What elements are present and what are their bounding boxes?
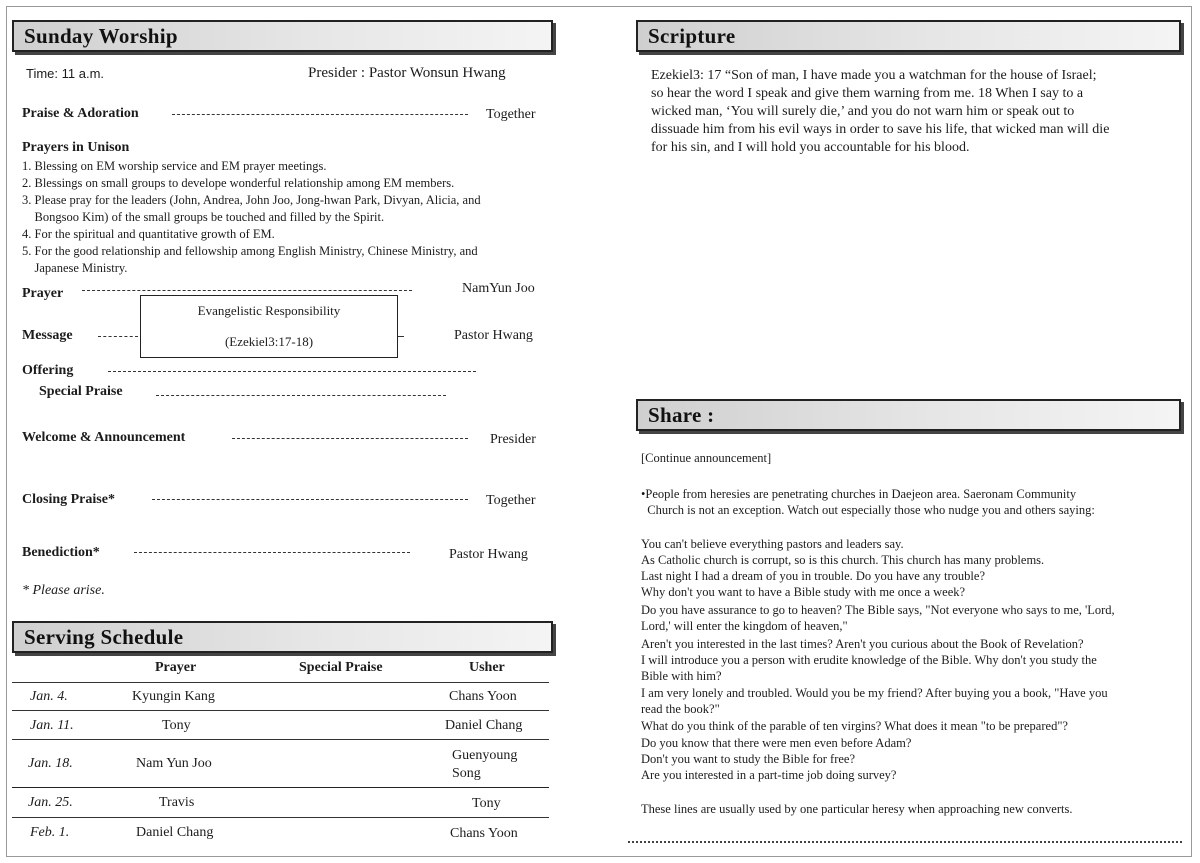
closing-note: These lines are usually used by one particular heresy when approaching new converts. [641,802,1073,816]
welcome-label: Welcome & Announcement [22,430,186,445]
row-prayer: Daniel Chang [136,825,214,840]
share-header [636,399,1181,431]
row-date: Feb. 1. [30,825,70,840]
prayers-title: Prayers in Unison [22,140,130,155]
prayer-item: 3. Please pray for the leaders (John, Andrea, John Joo, Jong-hwan Park, Divyan, Alicia, and [22,193,481,207]
benediction-who: Pastor Hwang [449,547,528,562]
quote-line: Are you interested in a part-time job doing survey? [641,768,897,782]
presider: Presider : Pastor Wonsun Hwang [308,65,506,81]
service-time: Time: 11 a.m. [26,66,105,81]
prayer-label: Prayer [22,286,64,301]
row-date: Jan. 4. [30,689,68,704]
quote-line: Lord,' will enter the kingdom of heaven," [641,619,848,633]
closing-label: Closing Praise* [22,492,115,507]
row-usher: Guenyoung Song [452,748,518,781]
row-usher: Tony [472,796,501,811]
benediction-dashes [134,552,410,553]
prayer-dashes [82,290,412,291]
scripture-line: for his sin, and I will hold you accountable for his blood. [651,140,970,155]
quote-line: Last night I had a dream of you in trouble. Do you have any trouble? [641,569,986,583]
praise-who: Together [486,107,536,122]
scripture-header [636,20,1181,52]
worship-header [12,20,553,52]
message-dashes [98,336,138,337]
prayer-item: Bongsoo Kim) of the small groups be touched and filled by the Spirit. [22,210,385,224]
scripture-line: Ezekiel3: 17 “Son of man, I have made you a watchman for the house of Israel; [651,68,1097,83]
share-title: Share : [648,403,715,427]
table-row [12,739,549,788]
quote-line: Bible with him? [641,669,722,683]
praise-dashes [172,114,468,115]
closing-who: Together [486,493,536,508]
prayer-item: 1. Blessing on EM worship service and EM prayer meetings. [22,159,327,173]
col-usher: Usher [469,660,505,675]
special-praise-label: Special Praise [39,384,123,399]
dotted-divider [628,841,1182,843]
quote-line: I will introduce you a person with erudite knowledge of the Bible. Why don't you study the [641,653,1097,667]
arise-note: * Please arise. [22,583,105,598]
row-usher: Daniel Chang [445,718,523,733]
scripture-line: so hear the word I speak and give them warning from me. 18 When I say to a [651,86,1084,101]
offering-dashes [108,371,476,372]
row-prayer: Travis [159,795,195,810]
quote-line: What do you think of the parable of ten virgins? What does it mean "to be prepared"? [641,719,1068,733]
row-date: Jan. 11. [30,718,74,733]
quote-line: You can't believe everything pastors and leaders say. [641,537,904,551]
serving-title: Serving Schedule [24,625,184,649]
welcome-who: Presider [490,432,536,447]
table-row [12,817,549,848]
quote-line: Do you know that there were men even before Adam? [641,736,912,750]
scripture-line: wicked man, ‘You will surely die,’ and you do not warn him or speak out to [651,104,1075,119]
quote-line: I am very lonely and troubled. Would you be my friend? After buying you a book, "Have you [641,686,1108,700]
row-prayer: Nam Yun Joo [136,756,212,771]
message-box [140,295,398,358]
worship-title: Sunday Worship [24,24,178,48]
prayer-who: NamYun Joo [462,281,535,296]
table-row [12,682,549,711]
message-dashes-right [398,336,404,337]
col-special-praise: Special Praise [299,660,383,675]
warning-line: Church is not an exception. Watch out especially those who nudge you and others saying: [641,503,1095,517]
row-date: Jan. 25. [28,795,73,810]
closing-dashes [152,499,468,500]
prayer-item: 2. Blessings on small groups to develope wonderful relationship among EM members. [22,176,455,190]
serving-header [12,621,553,653]
scripture-title: Scripture [648,24,736,48]
col-prayer: Prayer [155,660,197,675]
prayer-item: Japanese Ministry. [22,261,128,275]
warning-line: •People from heresies are penetrating churches in Daejeon area. Saeronam Community [641,487,1077,501]
row-prayer: Tony [162,718,191,733]
quote-line: Do you have assurance to go to heaven? The Bible says, "Not everyone who says to me, 'Lord, [641,603,1115,617]
welcome-dashes [232,438,468,439]
special-praise-dashes [156,395,446,396]
prayer-item: 4. For the spiritual and quantitative growth of EM. [22,227,275,241]
row-date: Jan. 18. [28,756,73,771]
row-usher: Chans Yoon [450,826,518,841]
message-label: Message [22,328,73,343]
quote-line: Don't you want to study the Bible for free? [641,752,856,766]
row-prayer: Kyungin Kang [132,689,215,704]
row-usher: Chans Yoon [449,689,517,704]
praise-label: Praise & Adoration [22,106,139,121]
quote-line: As Catholic church is corrupt, so is this church. This church has many problems. [641,553,1045,567]
message-who: Pastor Hwang [454,328,533,343]
offering-label: Offering [22,363,74,378]
table-row [12,787,549,818]
message-title: Evangelistic Responsibility [197,303,341,318]
prayer-item: 5. For the good relationship and fellowship among English Ministry, Chinese Ministry, and [22,244,478,258]
table-row [12,710,549,740]
continue-note: [Continue announcement] [641,451,772,465]
quote-line: Why don't you want to have a Bible study with me once a week? [641,585,966,599]
scripture-line: dissuade him from his evil ways in order to save his life, that wicked man will die [651,122,1110,137]
message-reference: (Ezekiel3:17-18) [224,334,314,349]
quote-line: Aren't you interested in the last times? Aren't you curious about the Book of Revelation? [641,637,1084,651]
quote-line: read the book?" [641,702,720,716]
benediction-label: Benediction* [22,545,100,560]
